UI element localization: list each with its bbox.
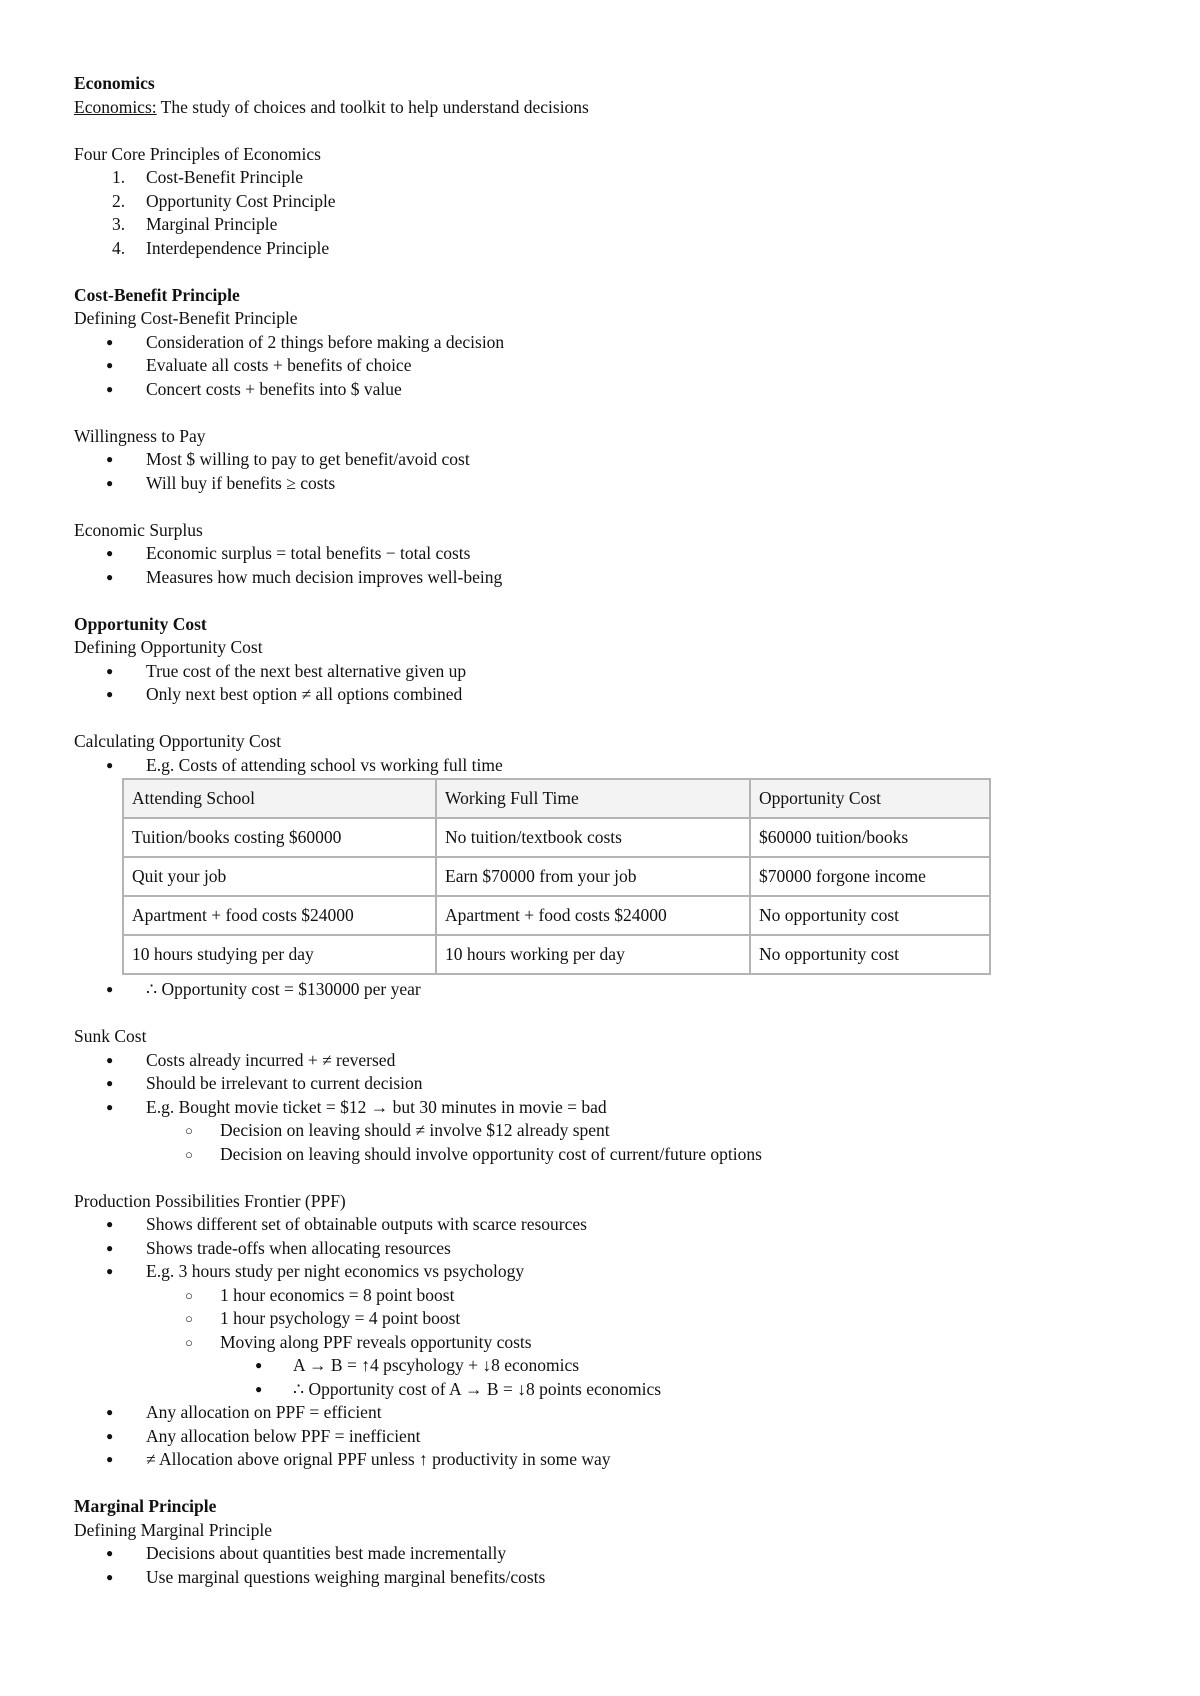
- bullet-item: [74, 1401, 1124, 1425]
- list-number: 3.: [112, 214, 126, 234]
- subheading-sunk-cost: Sunk Cost: [74, 1026, 147, 1046]
- document-title: Economics: [74, 73, 155, 93]
- sub-bullet-item: [74, 1143, 1124, 1167]
- bullet-item: [74, 660, 1124, 684]
- bullet-text: E.g. Costs of attending school vs working full time: [146, 754, 503, 775]
- bullet-text: Only next best option ≠ all options combined: [146, 684, 463, 704]
- bullet-icon: ●: [106, 687, 114, 701]
- bullet-item: [74, 978, 1124, 1002]
- table-cell: 10 hours studying per day: [123, 935, 436, 974]
- bullet-icon: ●: [106, 1240, 114, 1255]
- numbered-list-item: [74, 190, 1124, 214]
- bullet-text: Will buy if benefits ≥ costs: [146, 472, 336, 493]
- table-cell: $70000 forgone income: [750, 857, 990, 896]
- subheading-defining-marginal-principle: Defining Marginal Principle: [74, 1519, 272, 1540]
- sub-sub-bullet-item: [74, 1354, 1124, 1378]
- bullet-text: ≠ Allocation above orignal PPF unless ↑ productivity in some way: [146, 1449, 611, 1469]
- bullet-text: E.g. 3 hours study per night economics vs psychology: [146, 1261, 525, 1281]
- sub-bullet-text: Decision on leaving should involve opportunity cost of current/future options: [220, 1143, 762, 1164]
- bullet-item: [74, 1049, 1124, 1073]
- table-cell: No tuition/textbook costs: [436, 818, 750, 857]
- bullet-text: Evaluate all costs + benefits of choice: [146, 355, 412, 375]
- bullet-text: Any allocation on PPF = efficient: [146, 1402, 382, 1422]
- bullet-text: Concert costs + benefits into $ value: [146, 378, 402, 399]
- circle-bullet-icon: ○: [185, 1311, 193, 1326]
- bullet-icon: ●: [106, 1569, 114, 1584]
- bullet-icon: ●: [106, 334, 114, 349]
- table-row: [123, 935, 990, 974]
- table-header-cell: Opportunity Cost: [750, 779, 990, 818]
- circle-bullet-icon: ○: [185, 1287, 193, 1303]
- bullet-item: [74, 566, 1124, 590]
- table-row: [123, 818, 990, 857]
- sub-bullet-item: [74, 1119, 1124, 1143]
- sub-bullet-text: 1 hour economics = 8 point boost: [220, 1284, 455, 1305]
- subheading-willingness-to-pay: Willingness to Pay: [74, 425, 206, 446]
- table-header-row: [123, 779, 990, 818]
- bullet-icon: ●: [106, 663, 114, 678]
- bullet-icon: ●: [106, 381, 114, 396]
- bullet-icon: ●: [106, 1264, 114, 1278]
- sub-bullet-text: Moving along PPF reveals opportunity costs: [220, 1331, 532, 1352]
- table-cell: Apartment + food costs $24000: [436, 896, 750, 935]
- bullet-text: Any allocation below PPF = inefficient: [146, 1425, 421, 1446]
- bullet-item: [74, 1096, 1124, 1120]
- sub-bullet-text: Decision on leaving should ≠ involve $12 already spent: [220, 1120, 610, 1140]
- bullet-icon: ●: [106, 757, 114, 772]
- subheading-ppf: Production Possibilities Frontier (PPF): [74, 1190, 346, 1211]
- bullet-icon: ●: [106, 1217, 114, 1231]
- numbered-list-item: [74, 213, 1124, 237]
- bullet-icon: ●: [106, 982, 114, 996]
- bullet-text: Use marginal questions weighing marginal benefits/costs: [146, 1566, 546, 1587]
- subheading-defining-cost-benefit: Defining Cost-Benefit Principle: [74, 308, 298, 328]
- bullet-item: [74, 448, 1124, 472]
- bullet-item: [74, 1072, 1124, 1096]
- sub-bullet-item: [74, 1284, 1124, 1308]
- bullet-icon: ●: [106, 475, 114, 490]
- bullet-item: [74, 1425, 1124, 1449]
- section-title-marginal-principle: Marginal Principle: [74, 1496, 217, 1516]
- bullet-text: Most $ willing to pay to get benefit/avoid cost: [146, 449, 470, 469]
- sub-sub-bullet-text: ∴ Opportunity cost of A → B = ↓8 points economics: [293, 1378, 662, 1399]
- bullet-text: Should be irrelevant to current decision: [146, 1073, 423, 1093]
- list-item-text: Interdependence Principle: [146, 237, 330, 258]
- definition-text: The study of choices and toolkit to help understand decisions: [156, 96, 589, 117]
- sub-bullet-text: 1 hour psychology = 4 point boost: [220, 1308, 461, 1328]
- table-cell: Tuition/books costing $60000: [123, 818, 436, 857]
- sub-bullet-item: [74, 1307, 1124, 1331]
- table-row: [123, 857, 990, 896]
- bullet-icon: ●: [106, 1546, 114, 1560]
- table-header-cell: Attending School: [123, 779, 436, 818]
- document-page: [74, 72, 1124, 1589]
- bullet-item: [74, 354, 1124, 378]
- list-number: 1.: [112, 167, 126, 187]
- bullet-item: [74, 331, 1124, 355]
- sub-bullet-item: [74, 1331, 1124, 1355]
- bullet-text: E.g. Bought movie ticket = $12 → but 30 minutes in movie = bad: [146, 1096, 607, 1117]
- numbered-list-item: [74, 237, 1124, 261]
- list-number: 2.: [112, 190, 126, 211]
- bullet-icon: ●: [106, 358, 114, 372]
- bullet-icon: ●: [106, 1452, 114, 1466]
- bullet-icon: ●: [106, 452, 114, 466]
- bullet-icon: ●: [106, 569, 114, 584]
- bullet-item: [74, 472, 1124, 496]
- core-principles-heading: Four Core Principles of Economics: [74, 143, 321, 164]
- table-cell: Earn $70000 from your job: [436, 857, 750, 896]
- bullet-icon: ●: [106, 1052, 114, 1067]
- bullet-text: True cost of the next best alternative given up: [146, 660, 467, 681]
- bullet-item: [74, 1237, 1124, 1261]
- bullet-text: Consideration of 2 things before making a decision: [146, 331, 505, 352]
- opportunity-cost-table: [122, 778, 991, 975]
- bullet-text: Decisions about quantities best made incrementally: [146, 1543, 507, 1563]
- bullet-item: [74, 683, 1124, 707]
- section-title-cost-benefit: Cost-Benefit Principle: [74, 284, 240, 305]
- circle-bullet-icon: ○: [185, 1334, 193, 1350]
- sub-sub-bullet-item: [74, 1378, 1124, 1402]
- bullet-icon: ●: [255, 1358, 263, 1372]
- subheading-calculating-opportunity-cost: Calculating Opportunity Cost: [74, 731, 282, 751]
- table-cell: 10 hours working per day: [436, 935, 750, 974]
- sub-sub-bullet-text: A → B = ↑4 pscyhology + ↓8 economics: [293, 1355, 580, 1375]
- bullet-item: [74, 542, 1124, 566]
- subheading-defining-opportunity-cost: Defining Opportunity Cost: [74, 637, 263, 657]
- bullet-item: [74, 1542, 1124, 1566]
- bullet-item: [74, 378, 1124, 402]
- economics-definition: [74, 96, 1124, 120]
- list-item-text: Opportunity Cost Principle: [146, 190, 336, 211]
- table-cell: No opportunity cost: [750, 896, 990, 935]
- table-cell: $60000 tuition/books: [750, 818, 990, 857]
- bullet-icon: ●: [106, 1428, 114, 1443]
- list-item-text: Cost-Benefit Principle: [146, 167, 303, 187]
- bullet-icon: ●: [255, 1381, 263, 1396]
- table-cell: Apartment + food costs $24000: [123, 896, 436, 935]
- list-item-text: Marginal Principle: [146, 214, 278, 234]
- bullet-icon: ●: [106, 1076, 114, 1090]
- bullet-icon: ●: [106, 1099, 114, 1114]
- numbered-list-item: [74, 166, 1124, 190]
- bullet-text: Shows trade-offs when allocating resources: [146, 1237, 451, 1258]
- bullet-text: Measures how much decision improves well-being: [146, 566, 503, 587]
- table-row: [123, 896, 990, 935]
- circle-bullet-icon: ○: [185, 1146, 193, 1162]
- bullet-item: [74, 1260, 1124, 1284]
- bullet-item: [74, 1566, 1124, 1590]
- bullet-item: [74, 1448, 1124, 1472]
- bullet-icon: ●: [106, 1405, 114, 1419]
- bullet-text: ∴ Opportunity cost = $130000 per year: [146, 979, 421, 999]
- table-cell: No opportunity cost: [750, 935, 990, 974]
- bullet-item: [74, 1213, 1124, 1237]
- subheading-economic-surplus: Economic Surplus: [74, 519, 203, 540]
- bullet-icon: ●: [106, 546, 114, 560]
- bullet-text: Economic surplus = total benefits − total costs: [146, 543, 471, 563]
- bullet-item: [74, 754, 1124, 778]
- definition-term: Economics:: [74, 96, 157, 117]
- list-number: 4.: [112, 237, 126, 258]
- section-title-opportunity-cost: Opportunity Cost: [74, 613, 207, 634]
- table-cell: Quit your job: [123, 857, 436, 896]
- table-header-cell: Working Full Time: [436, 779, 750, 818]
- bullet-text: Costs already incurred + ≠ reversed: [146, 1049, 396, 1070]
- circle-bullet-icon: ○: [185, 1123, 193, 1138]
- bullet-text: Shows different set of obtainable outputs with scarce resources: [146, 1214, 587, 1234]
